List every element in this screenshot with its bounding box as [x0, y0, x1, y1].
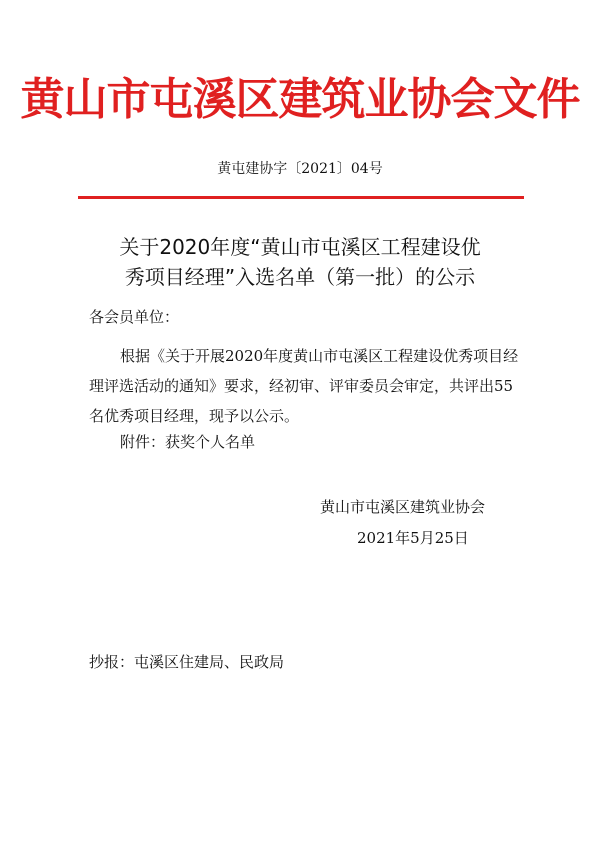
notice-title-line-2: 秀项目经理”入选名单（第一批）的公示	[124, 265, 476, 289]
notice-title-line-1: 关于2020年度“黄山市屯溪区工程建设优	[119, 235, 481, 259]
red-divider-line	[78, 196, 524, 199]
body-paragraph: 根据《关于开展2020年度黄山市屯溪区工程建设优秀项目经理评选活动的通知》要求，经初审、评审委员会审定，共评出55名优秀项目经理，现予以公示。	[89, 347, 519, 425]
cc-recipients: 抄报：屯溪区住建局、民政局	[89, 653, 285, 671]
salutation: 各会员单位：	[89, 308, 180, 326]
notice-title	[60, 232, 540, 292]
document-header-title: 黄山市屯溪区建筑业协会文件	[20, 74, 580, 125]
document-number: 黄屯建协字〔2021〕04号	[217, 161, 383, 177]
issuer-name: 黄山市屯溪区建筑业协会	[320, 498, 486, 516]
issue-date: 2021年5月25日	[357, 529, 469, 547]
attachment-note: 附件：获奖个人名单	[120, 433, 256, 451]
